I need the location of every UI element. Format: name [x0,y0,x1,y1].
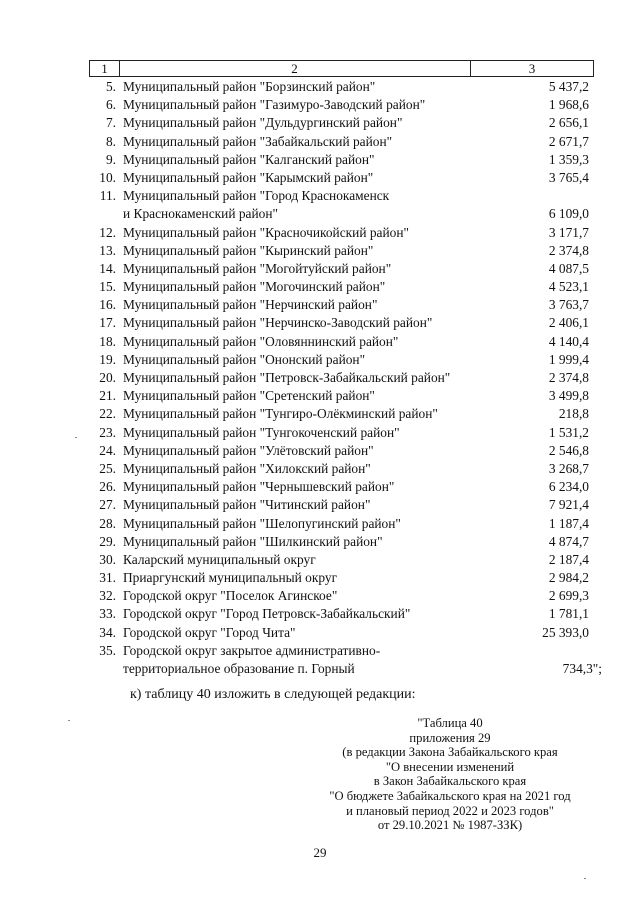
header-col-2: 2 [119,61,471,76]
row-value: 734,3"; [562,661,602,677]
row-number: 10. [99,169,116,185]
table-row [89,133,594,151]
instruction-text: к) таблицу 40 изложить в следующей редакции: [130,687,416,702]
table-row [89,96,594,114]
row-value: 3 171,7 [548,224,589,240]
row-value: 2 187,4 [548,551,589,567]
row-value: 4 874,7 [548,533,589,549]
table-row [89,442,594,460]
row-number: 33. [99,606,116,622]
row-name: Муниципальный район "Кыринский район" [123,242,374,258]
row-number: 35. [99,642,116,658]
row-value: 1 781,1 [548,606,589,622]
row-name: Городской округ "Город Петровск-Забайкальский" [123,606,411,622]
row-value: 2 984,2 [548,570,589,586]
table-row [89,424,594,442]
table-row [89,114,594,132]
row-name: Муниципальный район "Шилкинский район" [123,533,383,549]
row-value: 4 140,4 [548,333,589,349]
table-row [89,242,594,260]
row-number: 26. [99,479,116,495]
row-value: 1 359,3 [548,151,589,167]
row-name: Муниципальный район "Могочинский район" [123,279,386,295]
row-name: Муниципальный район "Чернышевский район" [123,479,395,495]
table-row [89,187,594,223]
row-name: Муниципальный район "Шелопугинский район" [123,515,401,531]
caption-line: (в редакции Закона Забайкальского края [342,745,558,760]
row-value: 3 765,4 [548,169,589,185]
row-number: 17. [99,315,116,331]
row-number: 23. [99,424,116,440]
table-row [89,314,594,332]
row-name: Городской округ "Город Чита" [123,624,296,640]
row-name: Муниципальный район "Тунгиро-Олёкминский район" [123,406,438,422]
table-row [89,624,594,642]
row-number: 21. [99,388,116,404]
row-number: 15. [99,279,116,295]
caption-line: приложения 29 [409,730,491,745]
row-value: 2 374,8 [548,370,589,386]
table-row [89,642,602,678]
row-value: 7 921,4 [548,497,589,513]
caption-line: и плановый период 2022 и 2023 годов" [346,803,554,818]
row-name: Муниципальный район "Петровск-Забайкальский район" [123,370,451,386]
row-name: Муниципальный район "Ононский район" [123,351,366,367]
row-number: 22. [99,406,116,422]
row-name: Муниципальный район "Нерчинский район" [123,297,378,313]
row-value: 6 109,0 [548,206,589,222]
row-value: 2 374,8 [548,242,589,258]
row-number: 19. [99,351,116,367]
table-row [89,478,594,496]
row-name: Муниципальный район "Тунгокоченский район" [123,424,400,440]
row-value: 1 531,2 [548,424,589,440]
row-value: 2 699,3 [548,588,589,604]
row-number: 28. [99,515,116,531]
row-number: 29. [99,533,116,549]
row-name: Муниципальный район "Газимуро-Заводский район" [123,97,426,113]
row-value: 2 671,7 [548,133,589,149]
table-header [89,60,594,77]
table-row [89,533,594,551]
row-number: 14. [99,260,116,276]
row-name: Муниципальный район "Дульдургинский район" [123,115,403,131]
row-name: Муниципальный район "Могойтуйский район" [123,260,392,276]
row-name: Муниципальный район "Улётовский район" [123,442,374,458]
table-row [89,569,594,587]
row-value: 218,8 [558,406,589,422]
table-row [89,496,594,514]
row-value: 3 268,7 [548,460,589,476]
table-caption [260,716,640,833]
row-name: Муниципальный район "Оловяннинский район" [123,333,399,349]
row-number: 6. [105,97,116,113]
row-value: 2 406,1 [548,315,589,331]
row-value: 6 234,0 [548,479,589,495]
row-name: Муниципальный район "Красночикойский район" [123,224,409,240]
caption-line: от 29.10.2021 № 1987-ЗЗК) [377,818,523,833]
page-number: 29 [313,845,327,860]
row-number: 31. [99,570,116,586]
row-number: 20. [99,370,116,386]
caption-line: "О бюджете Забайкальского края на 2021 год [329,788,571,803]
row-number: 5. [105,79,116,94]
table-row [89,587,594,605]
table-row [89,460,594,478]
row-name: Городской округ закрытое административно- территориальное образование п. Горный [123,642,381,677]
row-value: 3 763,7 [548,297,589,313]
row-number: 8. [105,133,116,149]
table-row [89,605,594,623]
row-name: Приаргунский муниципальный округ [123,570,338,586]
row-name: Муниципальный район "Хилокский район" [123,460,371,476]
caption-line: "О внесении изменений [385,759,515,774]
table-row [89,169,594,187]
row-name: Муниципальный район "Город Краснокаменск и Краснокаменский район" [123,188,390,222]
row-value: 1 968,6 [548,97,589,113]
row-value: 1 187,4 [548,515,589,531]
row-name: Муниципальный район "Читинский район" [123,497,371,513]
row-number: 27. [99,497,116,513]
table-row [89,78,594,96]
table-row [89,515,594,533]
row-value: 4 087,5 [548,260,589,276]
table-row [89,224,594,242]
row-value: 5 437,2 [548,79,589,94]
row-number: 32. [99,588,116,604]
row-number: 30. [99,551,116,567]
row-number: 9. [105,151,116,167]
table-row [89,278,594,296]
row-number: 11. [99,188,116,204]
row-number: 34. [99,624,116,640]
row-value: 4 523,1 [548,279,589,295]
scan-speck [68,720,70,721]
row-value: 25 393,0 [542,624,589,640]
scan-speck [584,878,586,879]
scan-speck [75,437,77,438]
row-number: 12. [99,224,116,240]
table-row [89,296,594,314]
table-body [89,78,602,678]
row-number: 13. [99,242,116,258]
header-col-1: 1 [90,61,120,76]
table-row [89,333,594,351]
table-row [89,151,594,169]
row-value: 1 999,4 [548,351,589,367]
table-row [89,405,594,423]
row-name: Муниципальный район "Борзинский район" [123,79,376,94]
caption-line: "Таблица 40 [417,716,483,730]
row-value: 2 656,1 [548,115,589,131]
row-name: Муниципальный район "Забайкальский район" [123,133,393,149]
table-row [89,260,594,278]
header-col-3: 3 [528,61,536,76]
caption-line: в Закон Забайкальского края [373,774,527,789]
row-name: Муниципальный район "Сретенский район" [123,388,375,404]
row-name: Муниципальный район "Нерчинско-Заводский район" [123,315,433,331]
table-row [89,551,594,569]
table-row [89,369,594,387]
row-name: Каларский муниципальный округ [123,551,316,567]
row-number: 24. [99,442,116,458]
row-value: 3 499,8 [548,388,589,404]
row-name: Муниципальный район "Калганский район" [123,151,375,167]
row-value: 2 546,8 [548,442,589,458]
table-row [89,351,594,369]
row-number: 16. [99,297,116,313]
row-number: 7. [105,115,116,131]
row-name: Городской округ "Поселок Агинское" [123,588,338,604]
row-name: Муниципальный район "Карымский район" [123,169,374,185]
table-row [89,387,594,405]
row-number: 18. [99,333,116,349]
row-number: 25. [99,460,116,476]
